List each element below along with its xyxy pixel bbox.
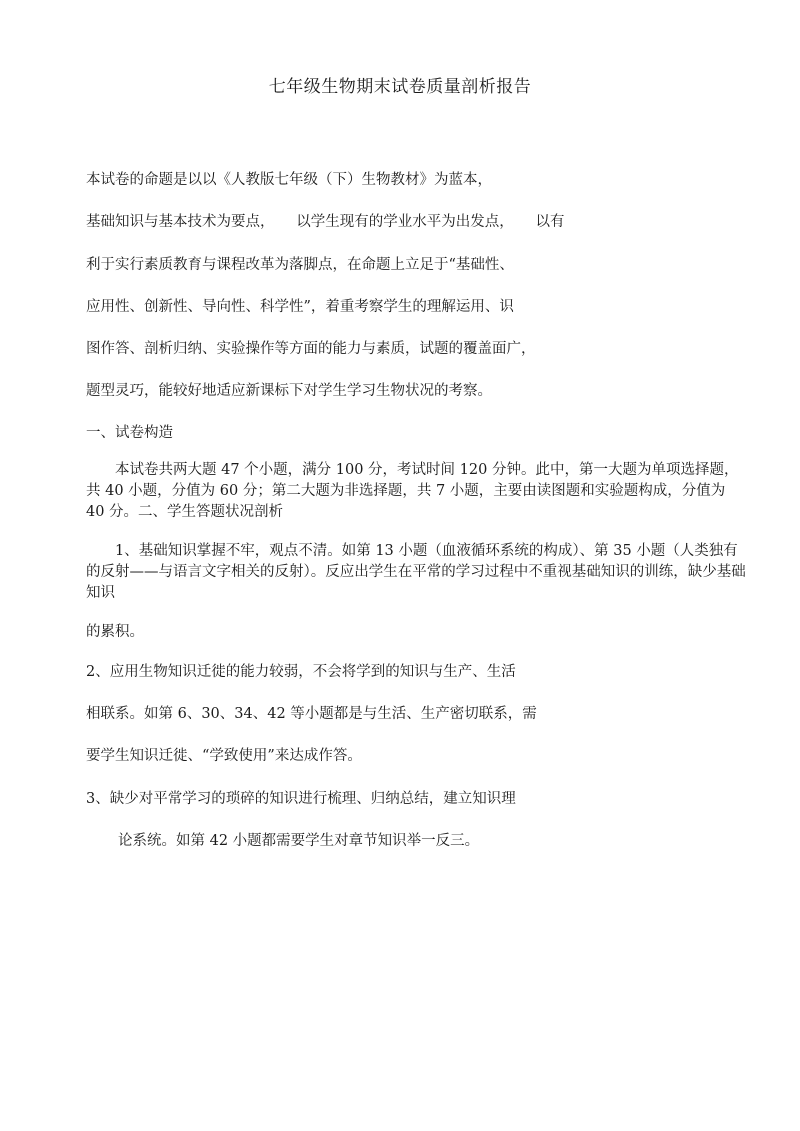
intro-line-1: 本试卷的命题是以以《人教版七年级（下）生物教材》为蓝本， [86,172,492,188]
point-1-paragraph: 1、基础知识掌握不牢，观点不清。如第 13 小题（血液循环系统的构成）、第 35 小题（人类独有的反射——与语言文字相关的反射）。反应出学生在平常的学习过程中不重视基础知识的训练，缺少基础知识 [86,543,746,601]
intro-line-2: 基础知识与基本技术为要点， 以学生现有的学业水平为出发点， 以有 [86,214,565,230]
point-3-line-1: 3、缺少对平常学习的琐碎的知识进行梳理、归纳总结，建立知识理 [86,791,516,807]
point-1-tail: 的累积。 [86,624,144,640]
section-1-heading: 一、试卷构造 [86,425,173,441]
point-2-line-2: 相联系。如第 6、30、34、42 等小题都是与生活、生产密切联系，需 [86,706,537,722]
section-1-paragraph: 本试卷共两大题 47 个小题，满分 100 分，考试时间 120 分钟。此中，第一大题为单项选择题，共 40 小题，分值为 60 分；第二大题为非选择题，共 7 小题，主要由读图题和实验题构成，分值为 40 分。二、学生答题状况剖析 [86,462,739,520]
document-title: 七年级生物期末试卷质量剖析报告 [268,77,532,97]
point-2-line-3: 要学生知识迁徙、“学致使用”来达成作答。 [86,748,362,764]
intro-line-3: 利于实行素质教育与课程改革为落脚点，在命题上立足于“基础性、 [86,257,514,273]
intro-line-6: 题型灵巧，能较好地适应新课标下对学生学习生物状况的考察。 [86,383,492,399]
intro-line-5: 图作答、剖析归纳、实验操作等方面的能力与素质，试题的覆盖面广， [86,341,536,357]
intro-line-4: 应用性、创新性、导向性、科学性”，着重考察学生的理解运用、识 [86,299,514,315]
point-2-line-1: 2、应用生物知识迁徙的能力较弱，不会将学到的知识与生产、生活 [86,664,516,680]
point-3-line-2: 论系统。如第 42 小题都需要学生对章节知识举一反三。 [118,833,480,849]
